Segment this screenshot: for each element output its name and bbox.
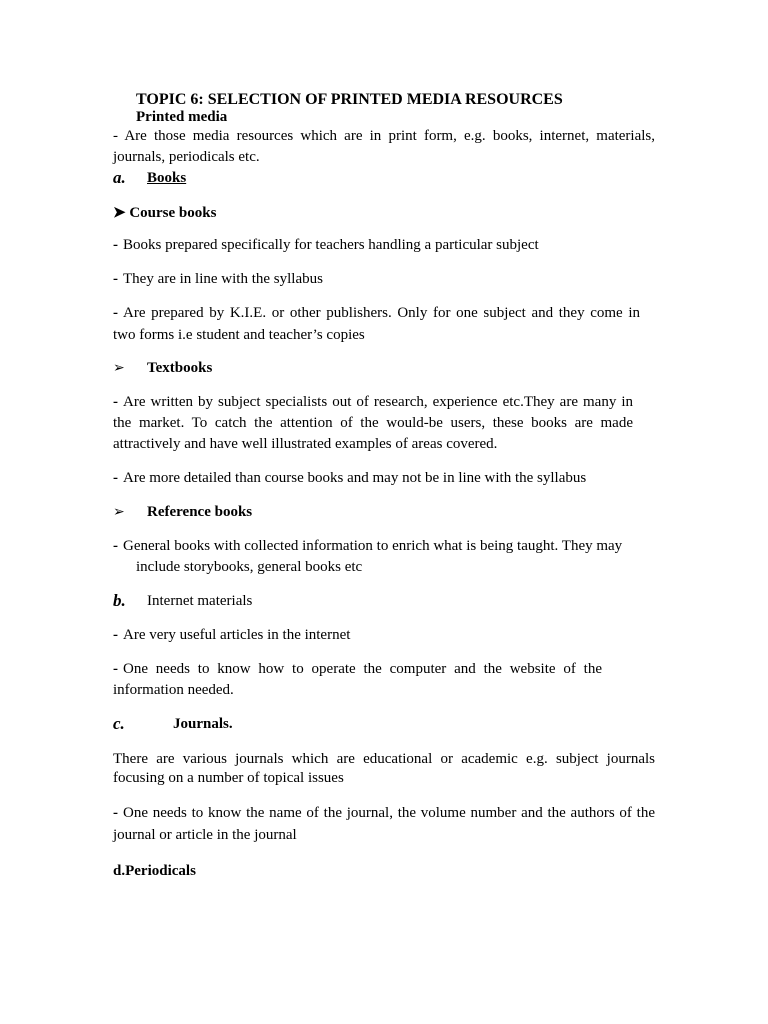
list-item (113, 305, 640, 322)
list-item-text: One needs to know how to operate the computer and the website of the (123, 661, 602, 677)
paragraph-line: There are various journals which are educational or academic e.g. subject journals (113, 751, 655, 767)
page-title: TOPIC 6: SELECTION OF PRINTED MEDIA RESOURCES (136, 91, 563, 108)
textbooks-heading (113, 360, 213, 377)
list-item-continuation: attractively and have well illustrated examples of areas covered. (113, 436, 498, 452)
textbooks-label: Textbooks (147, 360, 213, 376)
intro-line-2: journals, periodicals etc. (113, 149, 260, 165)
list-item-text: Are very useful articles in the internet (123, 627, 351, 643)
subtitle: Printed media (136, 109, 228, 125)
section-c-marker: c. (113, 714, 125, 733)
list-item-continuation: information needed. (113, 682, 234, 698)
list-item-continuation: two forms i.e student and teacher’s copies (113, 327, 365, 343)
section-b-heading (113, 591, 253, 611)
list-item-text: Are prepared by K.I.E. or other publishers. Only for one subject and they come in (123, 305, 640, 321)
intro-line-1: - Are those media resources which are in print form, e.g. books, internet, materials, (113, 128, 655, 144)
periodicals-heading: d.Periodicals (113, 863, 196, 879)
list-item-text: Are more detailed than course books and may not be in line with the syllabus (123, 470, 587, 486)
list-item (113, 805, 655, 822)
books-heading: Books (147, 170, 187, 186)
list-item-text: They are in line with the syllabus (123, 271, 323, 287)
list-item-continuation: include storybooks, general books etc (136, 559, 363, 575)
dash-bullet: - (113, 538, 118, 554)
dash-bullet: - (113, 661, 118, 677)
list-item (113, 661, 602, 678)
dash-bullet: - (113, 805, 118, 821)
dash-bullet: - (113, 271, 118, 287)
list-item (113, 271, 323, 288)
arrow-bullet-icon: ➢ (113, 361, 125, 376)
list-item (113, 470, 586, 487)
list-item (113, 627, 350, 644)
course-books-heading (113, 203, 216, 222)
paragraph-line: focusing on a number of topical issues (113, 770, 344, 786)
list-item (113, 394, 633, 411)
dash-bullet: - (113, 237, 118, 253)
list-item-text: General books with collected information to enrich what is being taught. They may (123, 538, 623, 554)
list-item-continuation: the market. To catch the attention of the would-be users, these books are made (113, 415, 633, 431)
section-b-marker: b. (113, 591, 126, 610)
section-a-marker: a. (113, 168, 126, 187)
list-item-text: Books prepared specifically for teachers handling a particular subject (123, 237, 539, 253)
course-books-label: Course books (129, 205, 217, 221)
arrow-bullet-icon: ➤ (113, 205, 126, 221)
list-item-continuation: journal or article in the journal (113, 827, 297, 843)
dash-bullet: - (113, 470, 118, 486)
dash-bullet: - (113, 394, 118, 410)
section-c-heading (113, 714, 233, 734)
list-item (113, 237, 539, 254)
journals-label: Journals. (173, 716, 233, 732)
reference-books-heading (113, 504, 253, 521)
reference-books-label: Reference books (147, 504, 253, 520)
section-a-heading (113, 168, 187, 188)
list-item-text: One needs to know the name of the journal, the volume number and the authors of the (123, 805, 655, 821)
dash-bullet: - (113, 627, 118, 643)
arrow-bullet-icon: ➢ (113, 505, 125, 520)
list-item (113, 538, 622, 555)
dash-bullet: - (113, 305, 118, 321)
internet-materials-label: Internet materials (147, 593, 253, 609)
list-item-text: Are written by subject specialists out of research, experience etc.They are many in (123, 394, 633, 410)
